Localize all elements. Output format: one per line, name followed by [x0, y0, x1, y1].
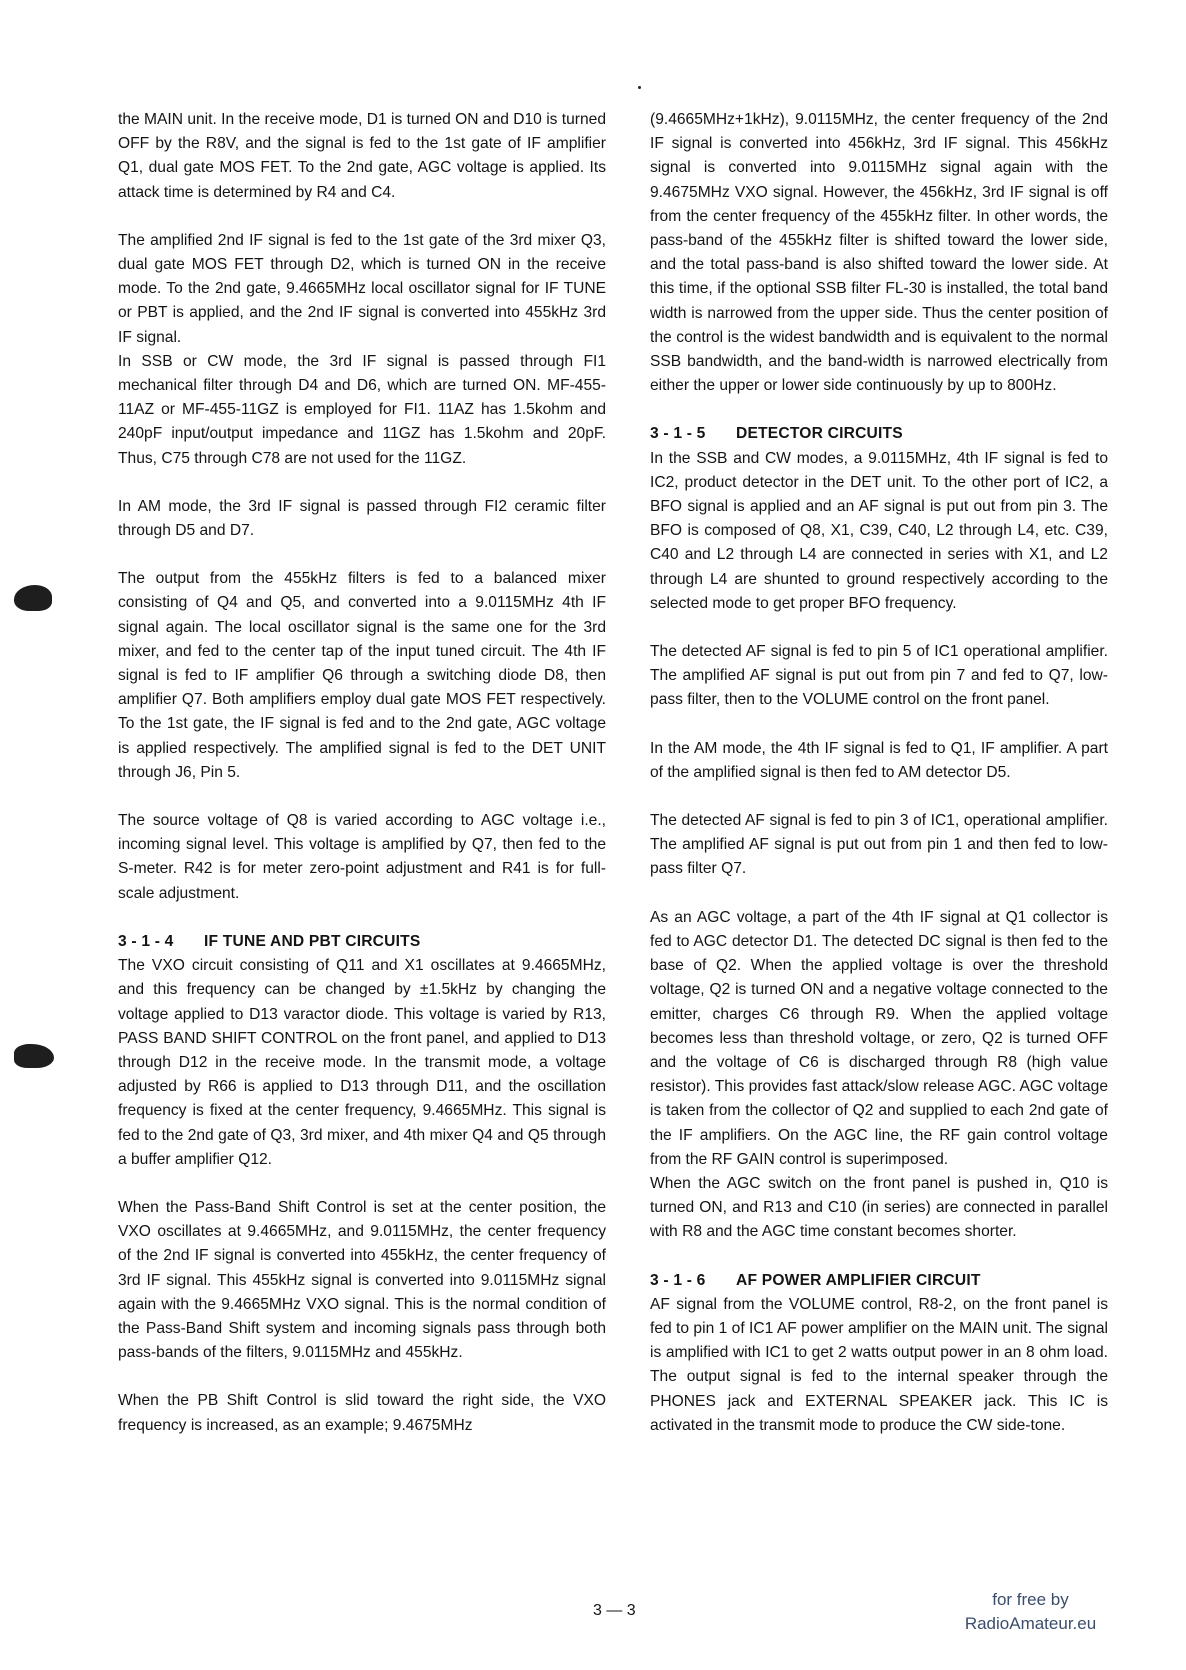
paragraph: The output from the 455kHz filters is fed to a balanced mixer consisting of Q4 and Q5, and converted into a 9.0115MHz 4th IF signal again. The local oscillator signal is the same one for the 3rd mixer, and fed to the center tap of the input tuned circuit. The 4th IF signal is fed to IF amplifier Q6 through a switching diode D8, then amplifier Q7. Both amplifiers employ dual gate MOS FET respectively. To the 1st gate, the IF signal is fed and to the 2nd gate, AGC voltage is applied respectively. The amplified signal is fed to the DET UNIT through J6, Pin 5.	[118, 570, 606, 781]
paragraph: In AM mode, the 3rd IF signal is passed through FI2 ceramic filter through D5 and D7.	[118, 497, 606, 540]
right-column	[650, 108, 1108, 1462]
paragraph: When the Pass-Band Shift Control is set at the center position, the VXO oscillates at 9.4665MHz, and 9.0115MHz, the center frequency of the 2nd IF signal is converted into 455kHz, the center frequency of 3rd IF signal. This 455kHz signal is converted into 9.0115MHz signal again with the 9.4665MHz VXO signal. This is the normal condition of the Pass-Band Shift system and incoming signals pass through both pass-bands of the filters, 9.0115MHz and 455kHz.	[118, 1198, 606, 1362]
section-title: IF TUNE AND PBT CIRCUITS	[204, 932, 421, 950]
watermark	[928, 1588, 1133, 1636]
left-column	[118, 108, 606, 1462]
section-title: DETECTOR CIRCUITS	[736, 425, 903, 443]
paragraph: The detected AF signal is fed to pin 5 of IC1 operational amplifier. The amplified AF signal is put out from pin 7 and fed to Q7, low-pass filter, then to the VOLUME control on the front panel.	[650, 643, 1108, 709]
watermark-link[interactable]: RadioAmateur.eu	[964, 1614, 1097, 1633]
paragraph: When the AGC switch on the front panel is pushed in, Q10 is turned ON, and R13 and C10 (in series) are connected in parallel with R8 and the AGC time constant becomes shorter.	[650, 1174, 1108, 1241]
paragraph: In the SSB and CW modes, a 9.0115MHz, 4th IF signal is fed to IC2, product detector in the DET unit. To the other port of IC2, a BFO signal is applied and an AF signal is put out from pin 3. The BFO is composed of Q8, X1, C39, C40, L2 through L4, etc. C39, C40 and L2 through L4 are connected in series with X1, and L2 through L4 are shunted to ground respectively according to the selected mode to get proper BFO frequency.	[650, 449, 1108, 612]
section-heading-3-1-4	[118, 930, 606, 954]
punch-hole-mark	[14, 585, 52, 611]
paragraph: In SSB or CW mode, the 3rd IF signal is passed through FI1 mechanical filter through D4 and D6, which are turned ON. MF-455-11AZ or MF-455-11GZ is employed for FI1. 11AZ has 1.5kohm and 240pF input/output impedance and 11GZ has 1.5kohm and 20pF. Thus, C75 through C78 are not used for the 11GZ.	[118, 352, 606, 467]
paragraph: The VXO circuit consisting of Q11 and X1 oscillates at 9.4665MHz, and this frequency can be changed by ±1.5kHz by changing the voltage applied to D13 varactor diode. This voltage is varied by R13, PASS BAND SHIFT CONTROL on the front panel, and applied to D13 through D12 in the receive mode. In the transmit mode, a voltage adjusted by R66 is applied to D13 through D11, and the oscillation frequency is fixed at the center frequency, 9.4665MHz. This signal is fed to the 2nd gate of Q3, 3rd mixer, and 4th mixer Q4 and Q5 through a buffer amplifier Q12.	[118, 957, 606, 1168]
page-number: 3 — 3	[593, 1602, 636, 1619]
paragraph: When the PB Shift Control is slid toward the right side, the VXO frequency is increased, as an example; 9.4675MHz	[118, 1392, 606, 1434]
paragraph: The detected AF signal is fed to pin 3 of IC1, operational amplifier. The amplified AF signal is put out from pin 1 and then fed to low-pass filter Q7.	[650, 812, 1108, 878]
punch-hole-mark	[14, 1044, 54, 1068]
section-number: 3 - 1 - 6	[650, 1271, 706, 1289]
section-heading-3-1-5	[650, 422, 1108, 446]
scan-dot	[638, 86, 641, 89]
paragraph: (9.4665MHz+1kHz), 9.0115MHz, the center frequency of the 2nd IF signal is converted into 456kHz, 3rd IF signal. This 456kHz signal is converted into 9.0115MHz signal again with the 9.4675MHz VXO signal. However, the 456kHz, 3rd IF signal is off from the center frequency of the 455kHz filter. In other words, the pass-band of the 455kHz filter is shifted toward the lower side, and the total pass-band is also shifted toward the lower side. At this time, if the optional SSB filter FL-30 is installed, the total band width is narrowed from the upper side. Thus the center position of the control is the widest bandwidth and is equivalent to the normal SSB bandwidth, and the band-width is narrowed electrically from either the upper or lower side continuously by up to 800Hz.	[650, 111, 1108, 395]
watermark-line: for free by	[992, 1590, 1069, 1609]
paragraph: the MAIN unit. In the receive mode, D1 is turned ON and D10 is turned OFF by the R8V, and the signal is fed to the 1st gate of IF amplifier Q1, dual gate MOS FET. To the 2nd gate, AGC voltage is applied. Its attack time is determined by R4 and C4.	[118, 111, 606, 201]
paragraph: As an AGC voltage, a part of the 4th IF signal at Q1 collector is fed to AGC detector D1. The detected DC signal is then fed to the base of Q2. When the applied voltage is over the threshold voltage, Q2 is turned ON and a negative voltage connected to the emitter, charges C6 through R9. When the applied voltage becomes less than threshold voltage, or zero, Q2 is turned OFF and the voltage of C6 is discharged through R8 (high value resistor). This provides fast attack/slow release AGC. AGC voltage is taken from the collector of Q2 and supplied to each 2nd gate of the IF amplifiers. On the AGC line, the RF gain control voltage from the RF GAIN control is superimposed.	[650, 908, 1108, 1168]
section-number: 3 - 1 - 5	[650, 425, 706, 443]
paragraph: AF signal from the VOLUME control, R8-2, on the front panel is fed to pin 1 of IC1 AF power amplifier on the MAIN unit. The signal is amplified with IC1 to get 2 watts output power in an 8 ohm load. The output signal is fed to the internal speaker through the PHONES jack and EXTERNAL SPEAKER jack. This IC is activated in the transmit mode to produce the CW side-tone.	[650, 1295, 1108, 1434]
paragraph: The amplified 2nd IF signal is fed to the 1st gate of the 3rd mixer Q3, dual gate MOS FET through D2, which is turned ON in the receive mode. To the 2nd gate, 9.4665MHz local oscillator signal for IF TUNE or PBT is applied, and the 2nd IF signal is converted into 455kHz 3rd IF signal.	[118, 231, 606, 346]
paragraph: In the AM mode, the 4th IF signal is fed to Q1, IF amplifier. A part of the amplified signal is then fed to AM detector D5.	[650, 739, 1108, 781]
paragraph: The source voltage of Q8 is varied according to AGC voltage i.e., incoming signal level. This voltage is amplified by Q7, then fed to the S-meter. R42 is for meter zero-point adjustment and R41 is for full-scale adjustment.	[118, 812, 606, 902]
section-title: AF POWER AMPLIFIER CIRCUIT	[736, 1271, 981, 1289]
section-number: 3 - 1 - 4	[118, 932, 174, 950]
section-heading-3-1-6	[650, 1269, 1108, 1293]
